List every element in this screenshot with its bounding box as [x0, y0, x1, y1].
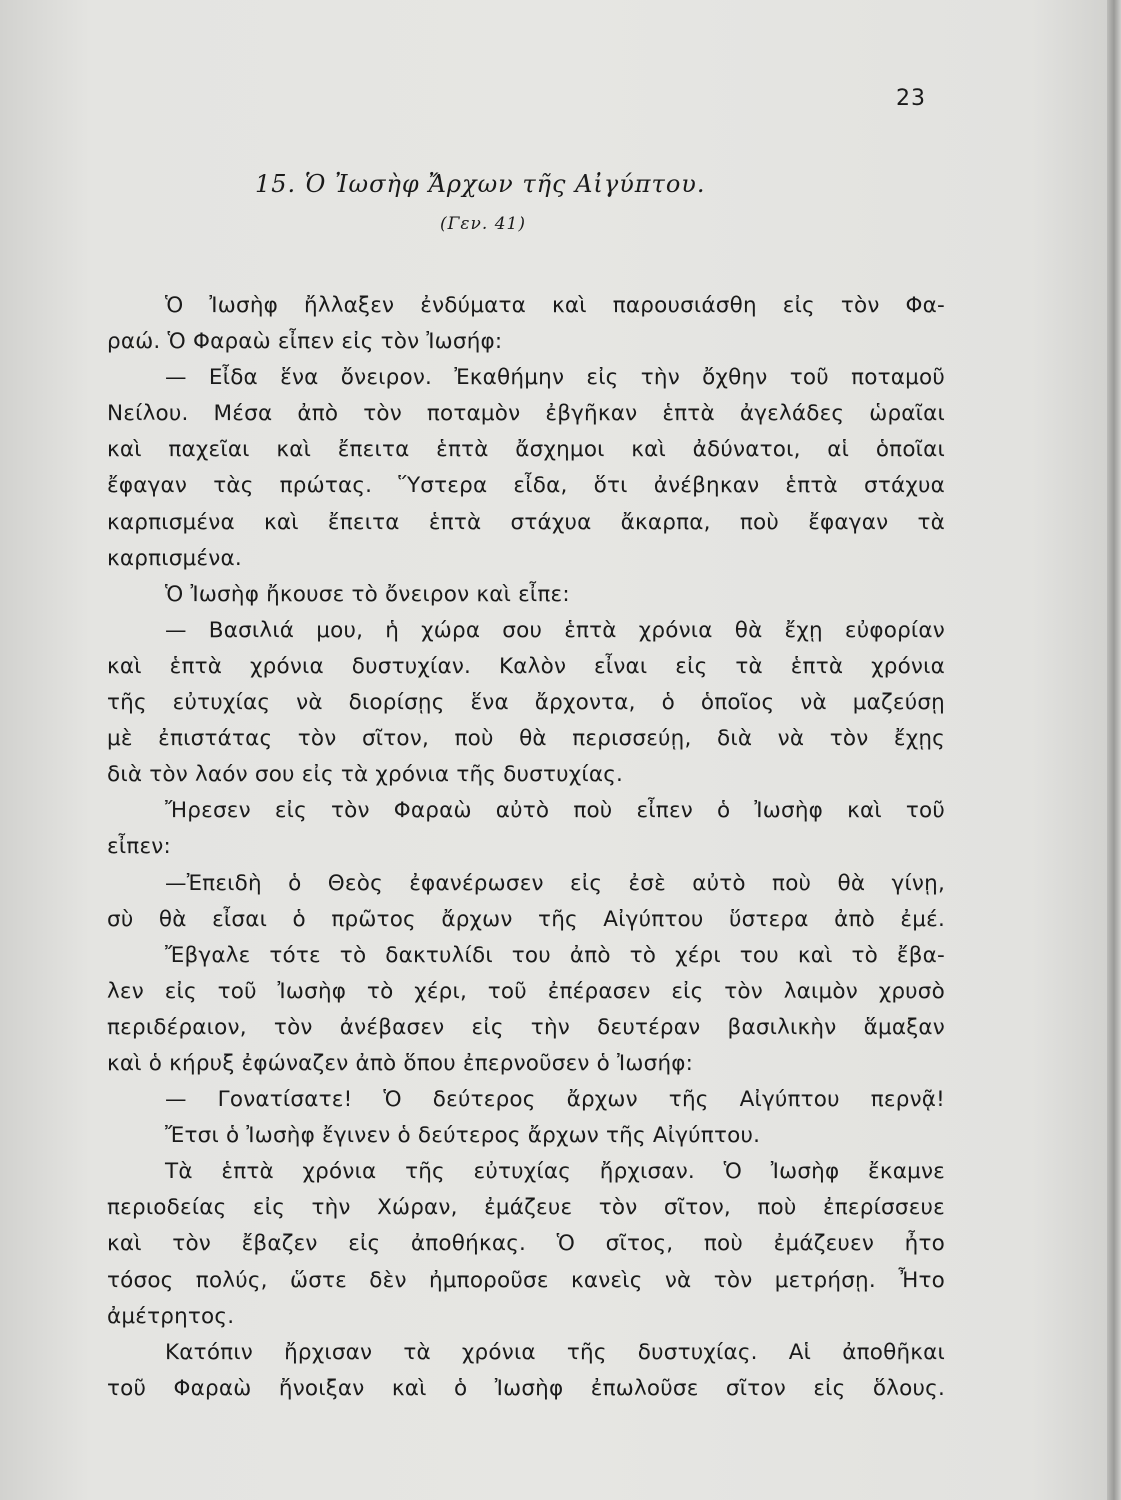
- chapter-reference: (Γεν. 41): [440, 214, 526, 234]
- page-number: 23: [896, 86, 926, 111]
- text-line: ἔφαγαν τὰς πρώτας. Ὕστερα εἶδα, ὅτι ἀνέβηκαν ἑπτὰ στάχυα: [107, 473, 945, 499]
- text-line: καὶ ὁ κήρυξ ἐφώναζεν ἀπὸ ὅπου ἐπερνοῦσεν ὁ Ἰωσήφ:: [107, 1050, 694, 1076]
- text-line: — Γονατίσατε! Ὁ δεύτερος ἄρχων τῆς Αἰγύπτου περνᾷ!: [165, 1087, 945, 1113]
- text-line: τόσος πολύς, ὥστε δὲν ἠμποροῦσε κανεὶς νὰ τὸν μετρήσῃ. Ἦτο: [107, 1267, 945, 1293]
- text-line: καὶ ἑπτὰ χρόνια δυστυχίαν. Καλὸν εἶναι εἰς τὰ ἑπτὰ χρόνια: [107, 653, 945, 679]
- text-line: εἶπεν:: [107, 834, 171, 860]
- text-line: καρπισμένα.: [107, 545, 242, 571]
- text-line: Ὁ Ἰωσὴφ ἤλλαξεν ἐνδύματα καὶ παρουσιάσθη εἰς τὸν Φα-: [165, 293, 945, 318]
- text-line: Νείλου. Μέσα ἀπὸ τὸν ποταμὸν ἐβγῆκαν ἑπτὰ ἀγελάδες ὡραῖαι: [107, 401, 945, 427]
- text-line: Κατόπιν ἤρχισαν τὰ χρόνια τῆς δυστυχίας. Αἱ ἀποθῆκαι: [165, 1339, 945, 1365]
- text-line: διὰ τὸν λαόν σου εἰς τὰ χρόνια τῆς δυστυχίας.: [107, 762, 624, 788]
- text-line: Ἔτσι ὁ Ἰωσὴφ ἔγινεν ὁ δεύτερος ἄρχων τῆς Αἰγύπτου.: [165, 1123, 761, 1149]
- text-line: καρπισμένα καὶ ἔπειτα ἑπτὰ στάχυα ἄκαρπα, ποὺ ἔφαγαν τὰ: [107, 509, 945, 535]
- text-line: Ὁ Ἰωσὴφ ἤκουσε τὸ ὄνειρον καὶ εἶπε:: [165, 581, 570, 607]
- text-line: — Εἶδα ἕνα ὄνειρον. Ἐκαθήμην εἰς τὴν ὄχθην τοῦ ποταμοῦ: [165, 365, 945, 391]
- text-line: τῆς εὐτυχίας νὰ διορίσῃς ἕνα ἄρχοντα, ὁ ὁποῖος νὰ μαζεύσῃ: [107, 690, 945, 716]
- text-line: καὶ τὸν ἔβαζεν εἰς ἀποθήκας. Ὁ σῖτος, ποὺ ἐμάζευεν ἦτο: [107, 1231, 945, 1257]
- text-line: Ἤρεσεν εἰς τὸν Φαραὼ αὐτὸ ποὺ εἶπεν ὁ Ἰωσὴφ καὶ τοῦ: [165, 798, 945, 824]
- text-line: σὺ θὰ εἶσαι ὁ πρῶτος ἄρχων τῆς Αἰγύπτου ὕστερα ἀπὸ ἐμέ.: [107, 906, 945, 932]
- text-line: μὲ ἐπιστάτας τὸν σῖτον, ποὺ θὰ περισσεύῃ, διὰ νὰ τὸν ἔχῃς: [107, 726, 945, 752]
- text-line: —Ἐπειδὴ ὁ Θεὸς ἐφανέρωσεν εἰς ἐσὲ αὐτὸ ποὺ θὰ γίνῃ,: [165, 870, 945, 896]
- text-line: λεν εἰς τοῦ Ἰωσὴφ τὸ χέρι, τοῦ ἐπέρασεν εἰς τὸν λαιμὸν χρυσὸ: [107, 978, 945, 1004]
- text-line: καὶ παχεῖαι καὶ ἔπειτα ἑπτὰ ἄσχημοι καὶ ἀδύνατοι, αἱ ὁποῖαι: [107, 437, 945, 463]
- text-line: ραώ. Ὁ Φαραὼ εἶπεν εἰς τὸν Ἰωσήφ:: [107, 329, 503, 355]
- text-line: τοῦ Φαραὼ ἤνοιξαν καὶ ὁ Ἰωσὴφ ἐπωλοῦσε σῖτον εἰς ὅλους.: [107, 1375, 945, 1401]
- body-text: [107, 288, 945, 1407]
- text-line: Ἔβγαλε τότε τὸ δακτυλίδι του ἀπὸ τὸ χέρι του καὶ τὸ ἔβα-: [165, 942, 945, 968]
- text-line: — Βασιλιά μου, ἡ χώρα σου ἑπτὰ χρόνια θὰ ἔχῃ εὐφορίαν: [165, 617, 945, 643]
- text-line: ἀμέτρητος.: [107, 1303, 235, 1329]
- text-line: Τὰ ἑπτὰ χρόνια τῆς εὐτυχίας ἤρχισαν. Ὁ Ἰωσὴφ ἔκαμνε: [165, 1159, 945, 1185]
- chapter-title: 15. Ὁ Ἰωσὴφ Ἄρχων τῆς Αἰγύπτου.: [255, 170, 706, 198]
- text-line: περιδέραιον, τὸν ἀνέβασεν εἰς τὴν δευτέραν βασιλικὴν ἅμαξαν: [107, 1014, 945, 1040]
- text-line: περιοδείας εἰς τὴν Χώραν, ἐμάζευε τὸν σῖτον, ποὺ ἐπερίσσευε: [107, 1195, 945, 1221]
- page-edge: [1107, 0, 1121, 1500]
